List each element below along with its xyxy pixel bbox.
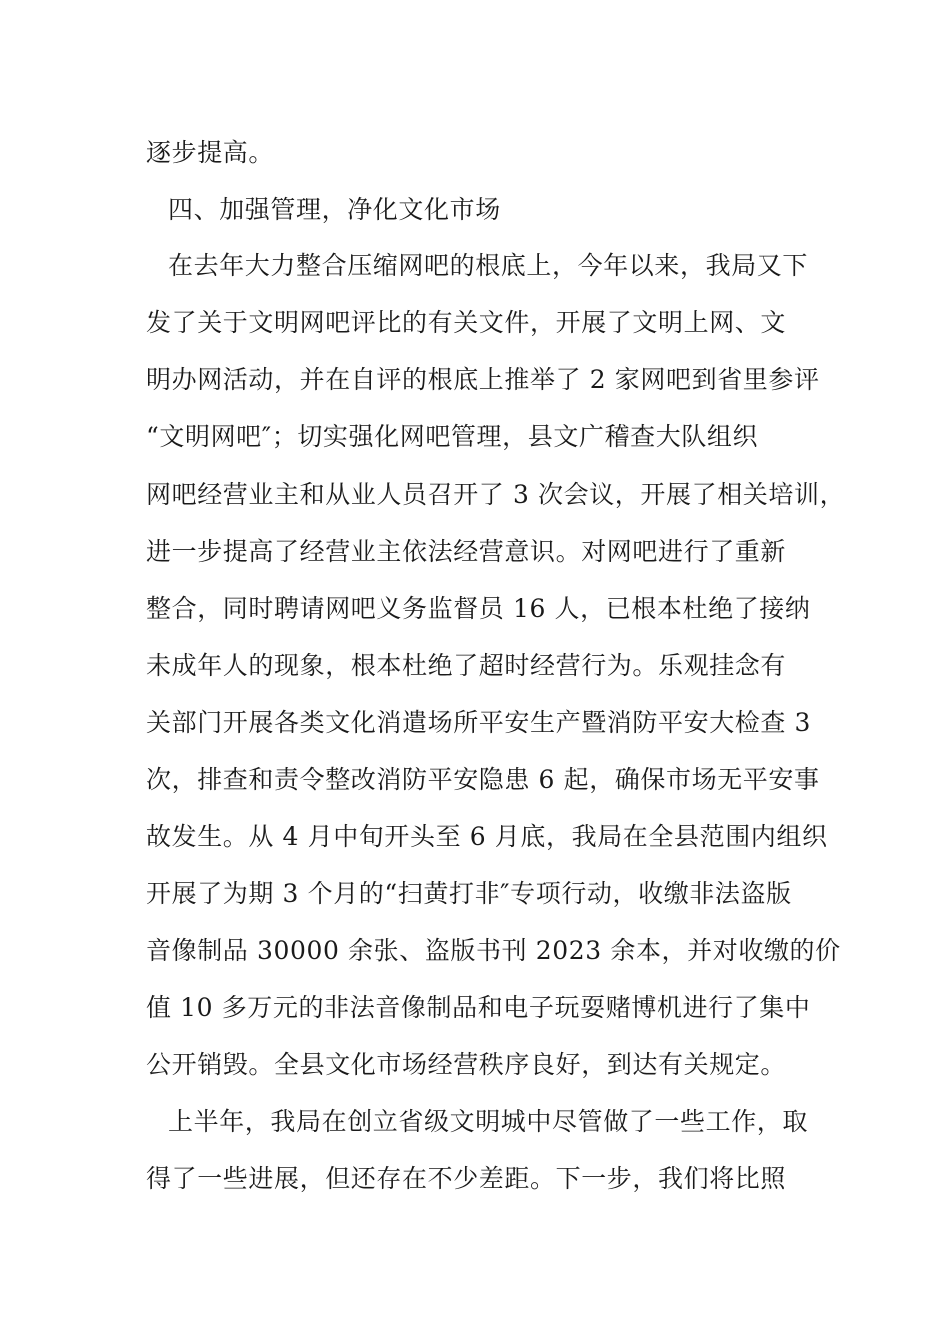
text-line: “文明网吧″；切实强化网吧管理，县文广稽查大队组织 [146,422,759,451]
text-line: 未成年人的现象，根本杜绝了超时经营行为。乐观挂念有 [146,651,787,680]
text-line: 故发生。从 4 月中旬开头至 6 月底，我局在全县范围内组织 [146,822,828,851]
text-line: 值 10 多万元的非法音像制品和电子玩耍赌博机进行了集中 [146,993,811,1022]
text-line: 进一步提高了经营业主依法经营意识。对网吧进行了重新 [146,537,787,566]
text-line: 得了一些进展，但还存在不少差距。下一步，我们将比照 [146,1164,787,1193]
text-line: 音像制品 30000 余张、盗版书刊 2023 余本，并对收缴的价 [146,936,841,965]
text-line: 明办网活动，并在自评的根底上推举了 2 家网吧到省里参评 [146,365,820,394]
text-line: 次，排查和责令整改消防平安隐患 6 起，确保市场无平安事 [146,765,820,794]
text-line: 公开销毁。全县文化市场经营秩序良好，到达有关规定。 [146,1050,787,1079]
text-line: 在去年大力整合压缩网吧的根底上，今年以来，我局又下 [168,251,809,280]
text-line: 开展了为期 3 个月的“扫黄打非″专项行动，收缴非法盗版 [146,879,792,908]
text-line: 网吧经营业主和从业人员召开了 3 次会议，开展了相关培训， [146,480,846,509]
text-line: 逐步提高。 [146,138,275,167]
text-line: 整合，同时聘请网吧义务监督员 16 人，已根本杜绝了接纳 [146,594,811,623]
text-line: 发了关于文明网吧评比的有关文件，开展了文明上网、文 [146,308,787,337]
section-heading: 四、加强管理，净化文化市场 [168,195,501,224]
text-line: 上半年，我局在创立省级文明城中尽管做了一些工作，取 [168,1107,809,1136]
text-line: 关部门开展各类文化消遣场所平安生产暨消防平安大检查 3 [146,708,812,737]
